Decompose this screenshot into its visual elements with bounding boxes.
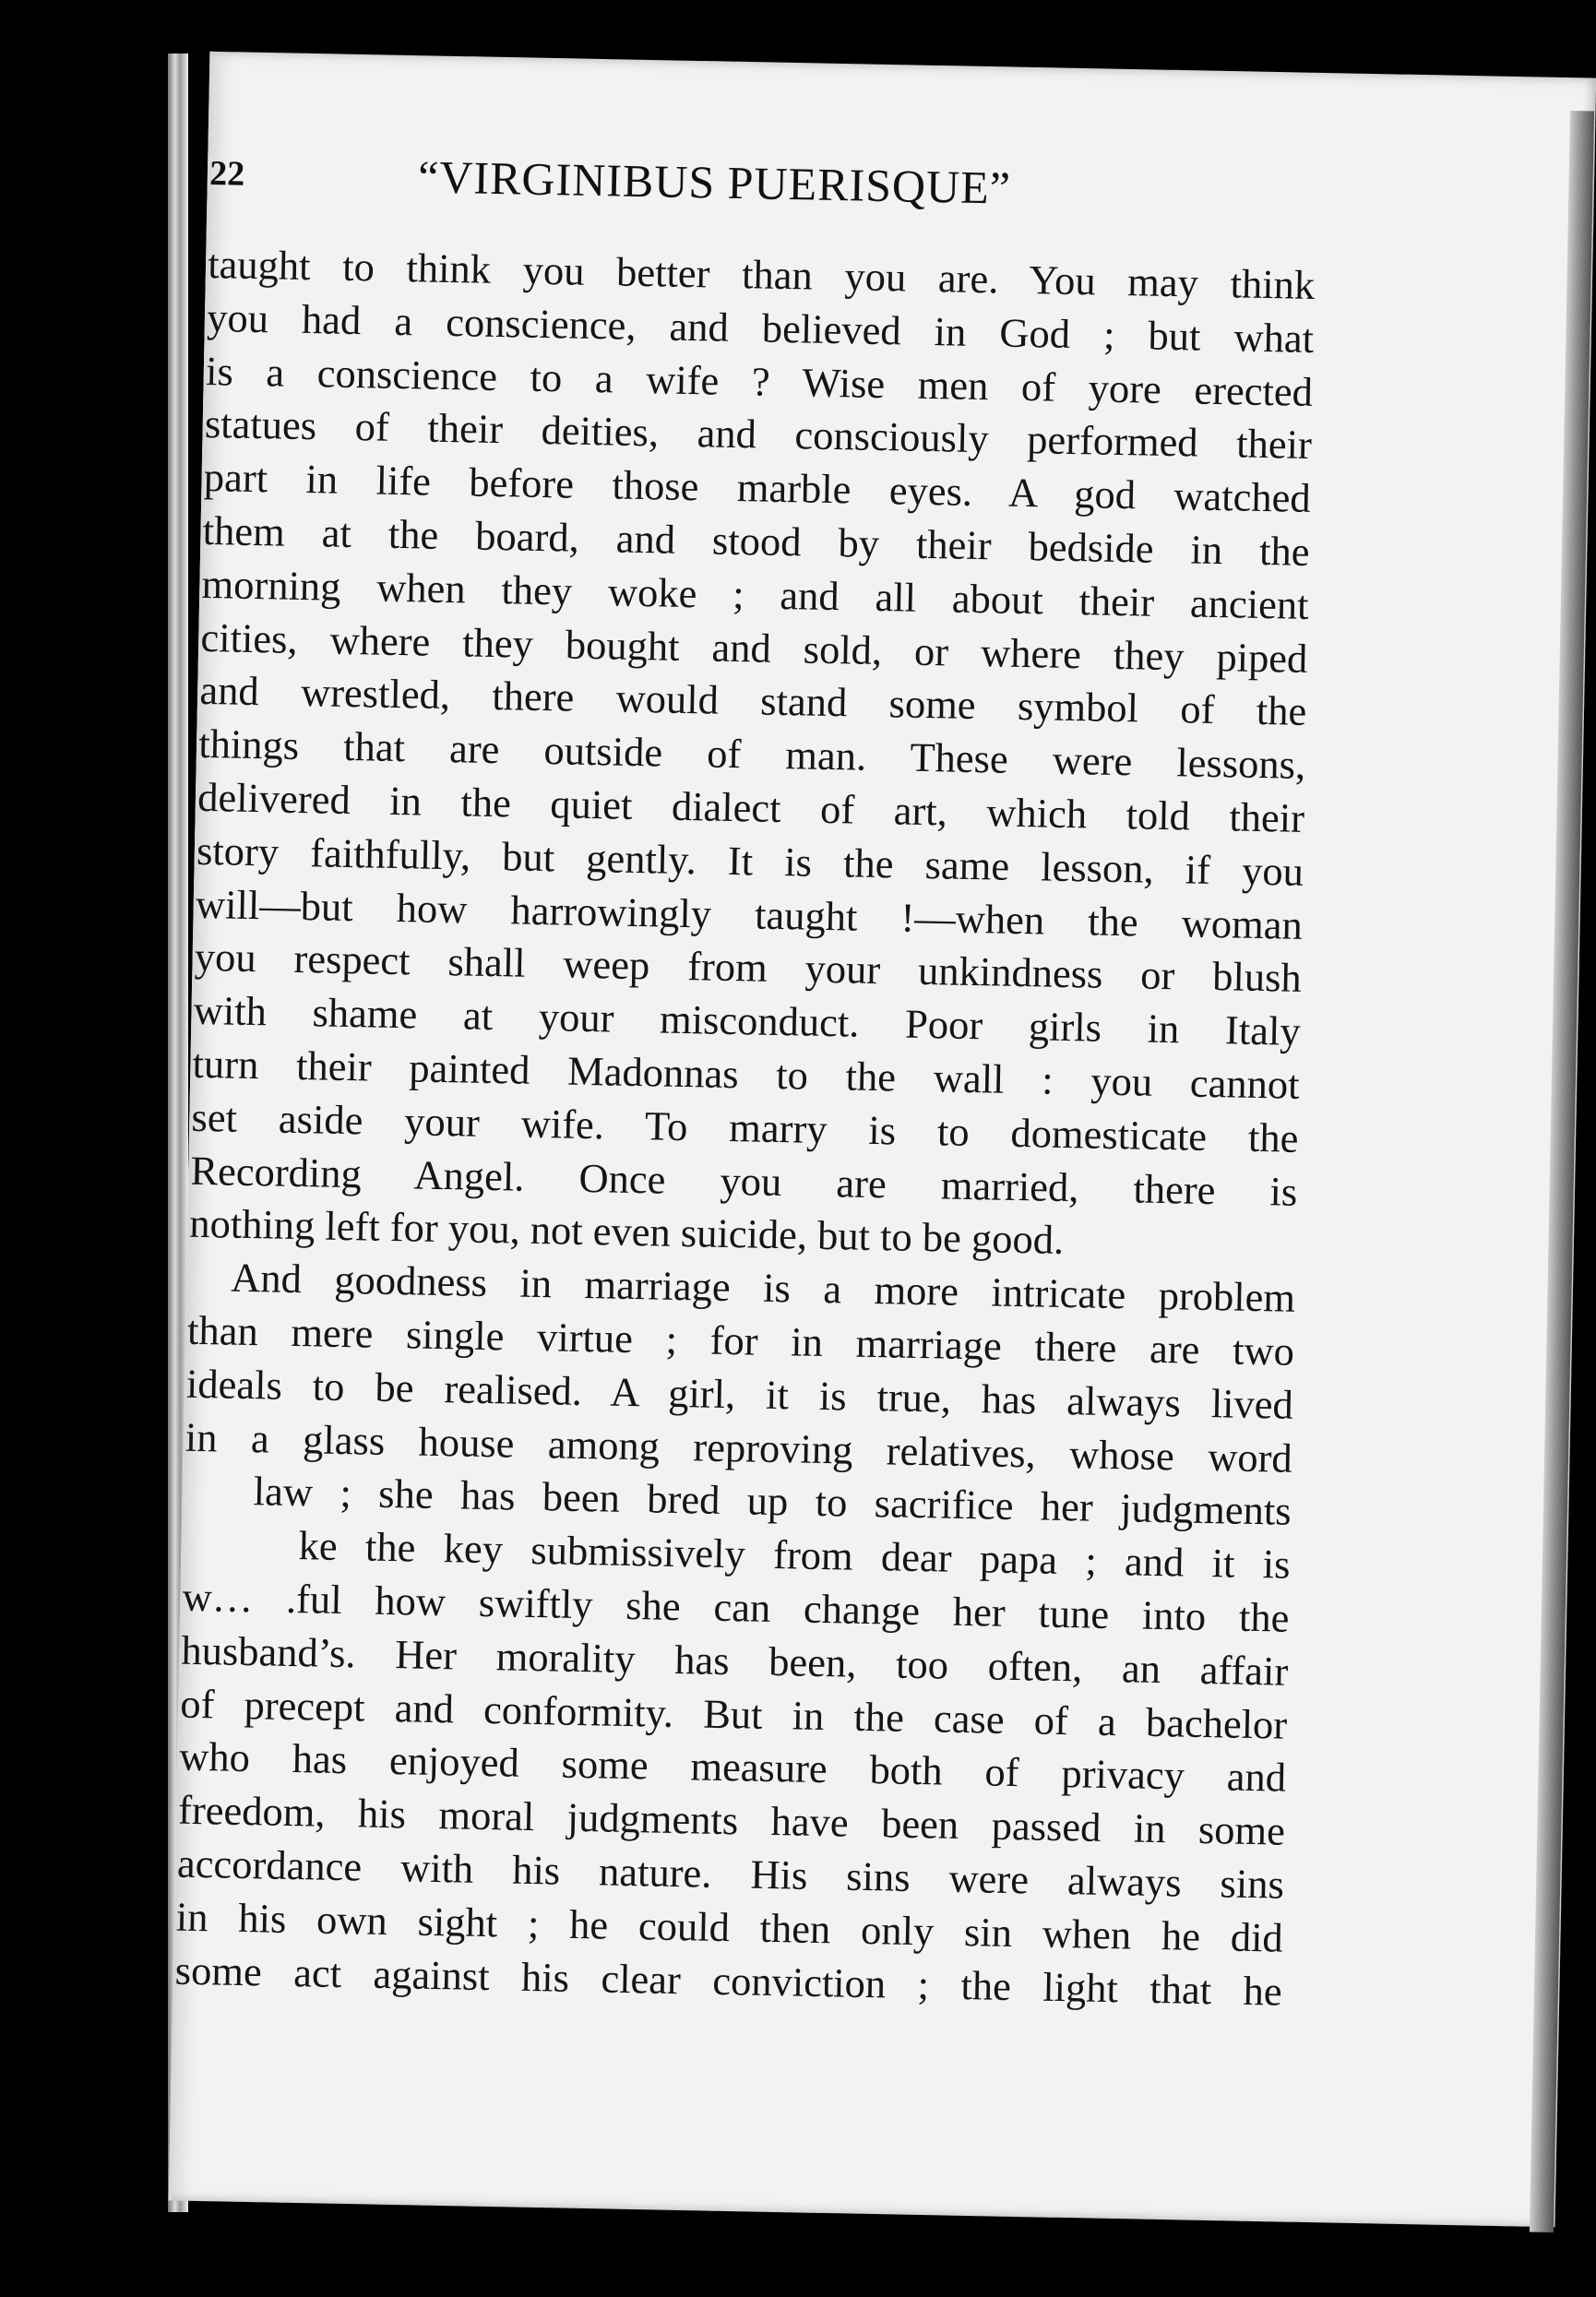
text-line: ke the key submissively from dear papa ; and it is	[298, 1522, 1291, 1588]
body-text	[174, 238, 1315, 2018]
text-line: and wrestled, there would stand some symbol of the	[198, 667, 1307, 735]
text-line: nothing left for you, not even suicide, but to be good.	[188, 1200, 1065, 1264]
text-line: than mere single virtue ; for in marriage there are two	[186, 1306, 1295, 1375]
text-line: statues of their deities, and consciously performed their	[204, 400, 1313, 469]
text-line: set aside your wife. To marry is to domesticate the	[191, 1093, 1299, 1161]
text-line: accordance with his nature. His sins were always sins	[176, 1839, 1285, 1908]
text-line: delivered in the quiet dialect of art, which told their	[197, 773, 1305, 841]
text-line: in his own sight ; he could then only sin when he did	[175, 1893, 1284, 1961]
text-line: Recording Angel. Once you are married, there is	[190, 1147, 1298, 1215]
text-line: w… .ful how swiftly she can change her tune into the	[182, 1573, 1290, 1641]
text-line: story faithfully, but gently. It is the same lesson, if you	[196, 827, 1304, 895]
text-line: taught to think you better than you are. You may think	[207, 240, 1316, 309]
text-line: you respect shall weep from your unkindness or blush	[194, 934, 1303, 1002]
text-line: husband’s. Her morality has been, too often, an affair	[181, 1626, 1289, 1695]
text-line: is a conscience to a wife ? Wise men of yore erected	[205, 347, 1314, 415]
text-line: who has enjoyed some measure both of privacy and	[178, 1732, 1287, 1802]
text-line: morning when they woke ; and all about their ancient	[201, 560, 1309, 628]
text-line: with shame at your misconduct. Poor girls in Italy	[193, 986, 1302, 1055]
text-line: of precept and conformity. But in the case of a bachelor	[179, 1680, 1288, 1748]
text-line: cities, where they bought and sold, or where they piped	[200, 613, 1308, 682]
text-line: some act against his clear conviction ; the light that he	[174, 1946, 1283, 2015]
text-line: part in life before those marble eyes. A god watched	[203, 454, 1312, 522]
page-number: 22	[208, 153, 245, 194]
text-line: you had a conscience, and believed in God ; but what	[206, 293, 1315, 362]
running-header	[208, 137, 1317, 259]
text-line: them at the board, and stood by their bedside in the	[202, 506, 1311, 575]
text-line: things that are outside of man. These were lessons,	[197, 720, 1306, 789]
paragraph-first-line: And goodness in marriage is a more intricate problem	[230, 1254, 1296, 1321]
text-line: will—but how harrowingly taught !—when the woman	[195, 880, 1304, 948]
text-line: law ; she has been bred up to sacrifice her judgments	[253, 1468, 1292, 1535]
text-line: in a glass house among reproving relatives, whose word	[185, 1413, 1293, 1482]
text-line: ideals to be realised. A girl, it is true, has always lived	[185, 1360, 1294, 1428]
running-title: “VIRGINIBUS PUERISQUE”	[417, 150, 1012, 214]
text-line: freedom, his moral judgments have been passed in some	[177, 1786, 1286, 1854]
text-line: turn their painted Madonnas to the wall : you cannot	[192, 1040, 1300, 1108]
page-text-block	[174, 137, 1317, 2018]
